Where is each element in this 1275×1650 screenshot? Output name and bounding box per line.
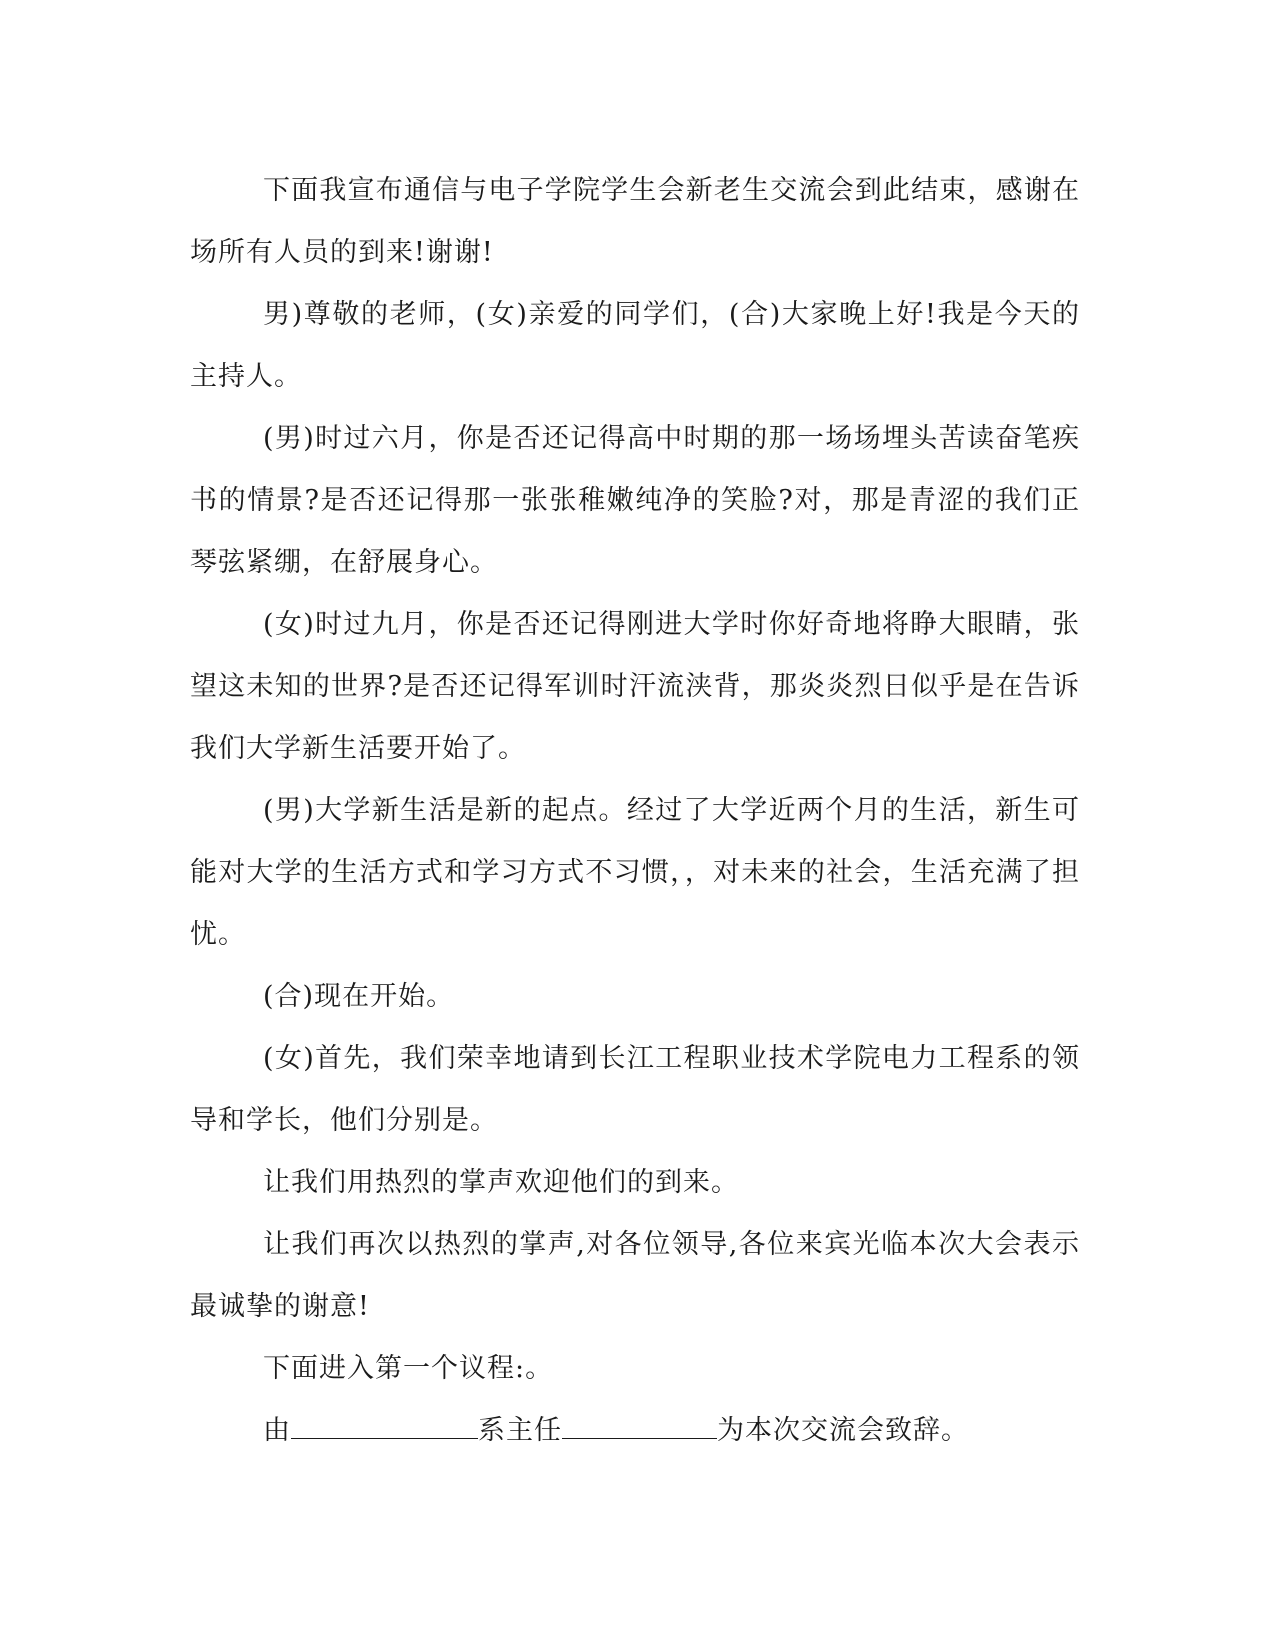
- blank-department-field: [291, 1404, 478, 1439]
- paragraph-september-memories: (女)时过九月，你是否还记得刚进大学时你好奇地将睁大眼睛，张望这未知的世界?是否还记得军训时汗流浃背，那炎炎烈日似乎是在告诉我们大学新生活要开始了。: [190, 609, 1080, 764]
- paragraph-greeting: 男)尊敬的老师，(女)亲爱的同学们，(合)大家晚上好!我是今天的主持人。: [190, 299, 1080, 392]
- speech-prefix: 由: [263, 1415, 291, 1446]
- speech-middle: 系主任: [478, 1415, 562, 1446]
- paragraph-speech-line: [190, 1400, 1080, 1462]
- paragraph-start: (合)现在开始。: [263, 981, 455, 1012]
- paragraph-welcome-applause: 让我们用热烈的掌声欢迎他们的到来。: [263, 1167, 739, 1198]
- blank-director-field: [562, 1404, 717, 1439]
- paragraph-closing-announcement: 下面我宣布通信与电子学院学生会新老生交流会到此结束，感谢在场所有人员的到来!谢谢!: [190, 175, 1080, 268]
- paragraph-first-agenda: 下面进入第一个议程:。: [263, 1353, 554, 1384]
- speech-suffix: 为本次交流会致辞。: [717, 1415, 969, 1446]
- paragraph-june-memories: (男)时过六月，你是否还记得高中时期的那一场场埋头苦读奋笔疾书的情景?是否还记得那一张张稚嫩纯净的笑脸?对，那是青涩的我们正琴弦紧绷，在舒展身心。: [190, 423, 1080, 578]
- paragraph-new-life: (男)大学新生活是新的起点。经过了大学近两个月的生活，新生可能对大学的生活方式和学习方式不习惯，，对未来的社会，生活充满了担忧。: [190, 795, 1080, 950]
- paragraph-guests: (女)首先，我们荣幸地请到长江工程职业技术学院电力工程系的领导和学长，他们分别是。: [190, 1043, 1080, 1136]
- document-body: [190, 160, 1080, 1462]
- paragraph-thanks: 让我们再次以热烈的掌声,对各位领导,各位来宾光临本次大会表示最诚挚的谢意!: [190, 1229, 1080, 1322]
